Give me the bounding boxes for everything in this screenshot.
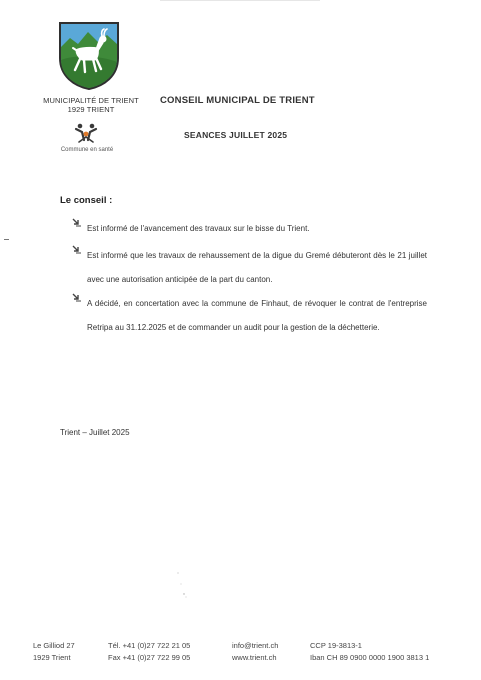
list-item — [72, 217, 427, 241]
footer-email: info@trient.ch — [232, 641, 279, 650]
list-item-text: A décidé, en concertation avec la commune de Finhaut, de révoquer le contrat de l'entreprise Retripa au 31.12.2025 et de commander un audit pour la gestion de la déchetterie. — [87, 299, 427, 332]
footer-address — [33, 640, 75, 664]
list-item — [72, 292, 427, 340]
scan-speck — [175, 570, 189, 600]
footer-web — [232, 640, 278, 664]
footer-fax: Fax +41 (0)27 722 99 05 — [108, 653, 191, 662]
commune-en-sante-label: Commune en santé — [60, 147, 114, 153]
date-line: Trient – Juillet 2025 — [60, 428, 130, 437]
commune-en-sante-logo — [74, 122, 98, 144]
municipality-name: MUNICIPALITÉ DE TRIENT — [43, 96, 139, 105]
municipality-zip-city: 1929 TRIENT — [67, 105, 115, 114]
footer-telephone: Tél. +41 (0)27 722 21 05 — [108, 641, 191, 650]
top-rule — [160, 0, 320, 1]
list-item-text: Est informé de l'avancement des travaux sur le bisse du Trient. — [87, 224, 310, 233]
footer-address-street: Le Gilliod 27 — [33, 641, 75, 650]
margin-mark — [4, 239, 9, 240]
document-title: CONSEIL MUNICIPAL DE TRIENT — [160, 95, 315, 106]
arrow-bullet-icon — [72, 293, 82, 303]
document-subtitle: SEANCES JUILLET 2025 — [184, 130, 288, 140]
list-item — [72, 244, 427, 292]
arrow-bullet-icon — [72, 218, 82, 228]
crest-logo — [58, 20, 120, 90]
list-item-text: Est informé que les travaux de rehaussement de la digue du Gremé débuteront dès le 21 juillet avec une autorisation anticipée de la part du canton. — [87, 251, 427, 284]
section-title: Le conseil : — [60, 195, 113, 206]
footer-ccp: CCP 19-3813-1 — [310, 641, 362, 650]
footer-phone — [108, 640, 190, 664]
footer-bank — [310, 640, 429, 664]
arrow-bullet-icon — [72, 245, 82, 255]
footer-website: www.trient.ch — [232, 653, 277, 662]
footer-address-city: 1929 Trient — [33, 653, 71, 662]
footer-iban: Iban CH 89 0900 0000 1900 3813 1 — [310, 653, 430, 662]
